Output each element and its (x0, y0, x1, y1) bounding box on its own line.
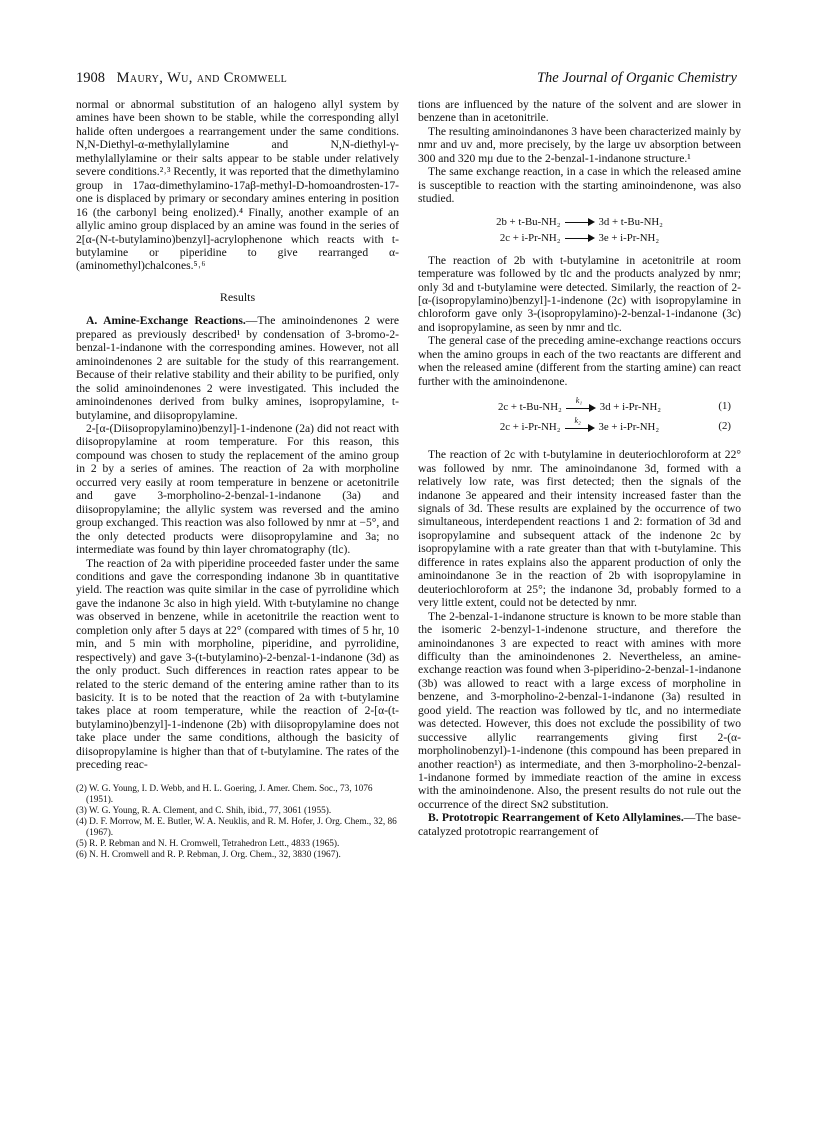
running-authors: Maury, Wu, and Cromwell (116, 70, 288, 86)
paragraph: The general case of the preceding amine-exchange reactions occurs when the amino groups in each of the two reactants are different and when the released amine (different from the starting amine) can react further with the aminoindenone. (418, 334, 741, 388)
paragraph: tions are influenced by the nature of the solvent and are slower in benzene than in acetonitrile. (418, 98, 741, 125)
reaction-arrow-icon (566, 396, 596, 413)
section-heading-results: Results (219, 289, 256, 304)
footnote: (3) W. G. Young, R. A. Clement, and C. Shih, ibid., 77, 3061 (1955). (76, 805, 332, 816)
paragraph: The reaction of 2a with piperidine proceeded faster under the same conditions and gave the corresponding indanone 3b in quantitative yield. The reaction was quite similar in the case of pyrrolidine which gave the indanone 3c also in high yield. With t-butylamine no change was observed in benzene, while in acetonitrile the reaction went to completion only after 5 days at 22° (compared with times of 5 hr, 10 min, and 5 min with morpholine, piperidine, and pyrrolidine, respectively) and gave 3-(t-butylamino)-2-benzal-1-indanone (3d) as the only product. Such differences in reaction rates appear to be related to the steric demand of the entering amine rather than to its basicity. It is to be noted that the reaction of 2a with t-butylamine takes place at room temperature, while the reaction of 2-[α-(t-butylamino)benzyl]-1-indenone (2b) with diisopropylamine does not take place under the same conditions, although the basicity of diisopropylamine is higher than that of t-butylamine. The rates of the preceding reac- (76, 556, 399, 772)
reactants: 2c + t-Bu-NH₂ (497, 401, 562, 414)
reactants: 2b + t-Bu-NH₂ (496, 215, 561, 228)
rate-constant: k₂ (574, 416, 581, 426)
footnote: (6) N. H. Cromwell and R. P. Rebman, J. Org. Chem., 32, 3830 (1967). (76, 849, 341, 860)
products: 3d + i-Pr-NH₂ (599, 401, 662, 414)
page-number: 1908 (76, 70, 105, 86)
footnote: (4) D. F. Morrow, M. E. Butler, W. A. Neuklis, and R. M. Hofer, J. Org. Chem., 32, 86 (1967). (76, 816, 397, 838)
equation-number: (1) (718, 400, 731, 413)
reaction-arrow-icon (565, 217, 595, 227)
paragraph: The same exchange reaction, in a case in which the released amine is susceptible to reaction with the starting aminoindenone, was also studied. (418, 165, 741, 206)
paragraph-text: —The base-catalyzed prototropic rearrangement of (418, 811, 742, 838)
page-header (76, 70, 737, 90)
reactants: 2c + i-Pr-NH₂ (499, 231, 561, 244)
subsection-heading: A. Amine-Exchange Reactions. (86, 314, 246, 328)
footnote: (2) W. G. Young, I. D. Webb, and H. L. Goering, J. Amer. Chem. Soc., 73, 1076 (1951). (76, 783, 373, 805)
subsection-heading: B. Prototropic Rearrangement of Keto Allylamines. (428, 811, 684, 825)
paragraph: The reaction of 2c with t-butylamine in deuteriochloroform at 22° was followed by nmr. The aminoindanone 3d, formed with a relatively low rate, was first detected; then the signals of the indanone 3e appeared and their intensity increased faster than the signals of 3d. These results are explained by the occurrence of two simultaneous, interdependent reactions 1 and 2: formation of 3d and isopropylamine and subsequent attack of the indenone 2c by isopropylamine with a rate greater than that with t-butylamine. This difference in rates explains also the apparent production of only the aminoindanone 3e in the reaction of 2b with isopropylamine in deuteriochloroform at 25°; the indanone 3d, probably formed to a very little extent, could not be detected by nmr. (418, 448, 741, 610)
reaction-scheme (418, 214, 741, 246)
reaction-arrow-icon (565, 233, 595, 243)
equations (418, 398, 741, 438)
scheme-line (418, 214, 741, 230)
right-column (418, 98, 741, 838)
reaction-arrow-icon (565, 416, 595, 433)
scheme-line (418, 230, 741, 246)
paragraph: The 2-benzal-1-indanone structure is known to be more stable than the isomeric 2-benzyl-1-indenone structure, and therefore the aminoindanones 3 are expected to react with amines with more difficulty than the aminoindenones 2. Nevertheless, an amine-exchange reaction was found when 3-piperidino-2-benzal-1-indanone (3b) was allowed to react with a large excess of morpholine in benzene, and 3-morpholino-2-benzal-1-indanone (3a) resulted in good yield. The reaction was followed by tlc, and no intermediate was detected. However, this does not exclude the possibility of two successive allylic rearrangements giving first 2-(α-morpholinobenzyl)-1-indenone (this compound has been prepared in another reaction¹) as intermediate, and then 3-morpholino-2-benzal-1-indanone formed by immediate reaction of the amine in excess with the aminoindenone. Also, the present results do not rule out the occurrence of the direct Sɴ2 substitution. (418, 609, 741, 811)
left-column (76, 98, 399, 861)
paragraph (76, 314, 399, 422)
paragraph: The resulting aminoindanones 3 have been characterized mainly by nmr and uv and, more precisely, by the large uv absorption between 300 and 320 mμ due to the 2-benzal-1-indanone structure.¹ (418, 124, 741, 165)
products: 3e + i-Pr-NH₂ (598, 421, 660, 434)
paragraph-text: —The aminoindenones 2 were prepared as previously described¹ by condensation of 3-bromo-2-benzal-1-indanone with the corresponding amines. However, not all aminoindenones 2 are suitable for the study of this rearrangement. Because of their relative stability and their ability to be purified, only the solid aminoindenones 2 were investigated. This included the aminoindenones derived from bulky amines, isopropylamine, t-butylamine, and diisopropylamine. (76, 314, 399, 422)
paragraph: 2-[α-(Diisopropylamino)benzyl]-1-indenone (2a) did not react with diisopropylamine at room temperature. For this reason, this compound was chosen to study the replacement of the amino group in 2 by a series of amines. The reaction of 2a with morpholine occurred very easily at room temperature in benzene or acetonitrile and gave 3-morpholino-2-benzal-1-indanone (3a) and diisopropylamine; the allylic system was reversed and the amino group exchanged. This reaction was also followed by nmr at −5°, and the only detected products were diisopropylamine and 3a; no intermediate was found by thin layer chromatography (tlc). (76, 421, 399, 557)
equation-number: (2) (718, 420, 731, 433)
journal-title: The Journal of Organic Chemistry (536, 70, 737, 86)
paragraph (418, 811, 741, 838)
products: 3e + i-Pr-NH₂ (598, 231, 660, 244)
footnotes (76, 784, 399, 861)
equation-2 (418, 418, 741, 438)
reactants: 2c + i-Pr-NH₂ (499, 421, 561, 434)
rate-constant: k₁ (575, 396, 583, 406)
paragraph: The reaction of 2b with t-butylamine in acetonitrile at room temperature was followed by tlc and the products analyzed by nmr; only 3d and t-butylamine were detected. Similarly, the reaction of 2-[α-(isopropylamino)benzyl]-1-indenone (2c) with isopropylamine in chloroform gave only 3-(isopropylamino)-2-benzal-1-indanone (3c) and isopropylamine, as seen by nmr and tlc. (418, 253, 741, 334)
paragraph: normal or abnormal substitution of an halogeno allyl system by amines have been shown to be stable, while the corresponding allyl halide often undergoes a rearrangement under the same conditions. N,N-Diethyl-α-methylallylamine and N,N-diethyl-γ-methylallylamine or their salts appear to be stable under relatively severe conditions.²˒³ Recently, it was reported that the dimethylamino group in 17aα-dimethylamino-17aβ-methyl-D-homoandrosten-17-one is displaced by primary or secondary amines entering in position 16 (the carbonyl being enolized).⁴ Finally, another example of an allylic amino group displaced by an amine was found in the series of 2[α-(N-t-butylamino)benzyl]-acrylophenone which reacts with t-butylamine or piperidine to give rearranged α-(aminomethyl)chalcones.⁵˒⁶ (76, 98, 400, 273)
products: 3d + t-Bu-NH₂ (598, 215, 663, 228)
footnote: (5) R. P. Rebman and N. H. Cromwell, Tetrahedron Lett., 4833 (1965). (76, 838, 340, 849)
